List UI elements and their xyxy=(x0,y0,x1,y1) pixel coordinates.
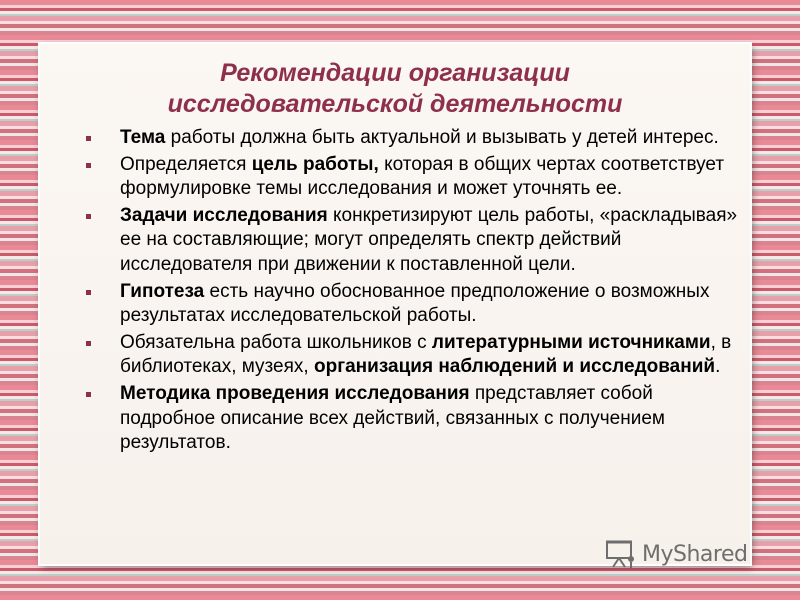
bullet-text: представляет собой подробное описание всех действий, связанных с получением результатов. xyxy=(120,382,665,454)
bullet-marker xyxy=(86,163,91,168)
bullet-bold: Методика проведения исследования xyxy=(120,382,470,404)
bullet-bold: Задачи исследования xyxy=(120,204,328,226)
bullet-item-hypothesis xyxy=(86,280,750,329)
bullet-item-tasks xyxy=(86,204,750,278)
bullet-text: Обязательна работа школьников с xyxy=(120,331,432,353)
bullet-bold: Гипотеза xyxy=(120,280,205,302)
bullet-marker xyxy=(86,341,91,346)
bullet-list xyxy=(86,126,750,458)
bullet-bold: литературными источниками xyxy=(431,331,711,353)
bullet-text: есть научно обоснованное предположение о возможных результатах исследовательской работы. xyxy=(120,280,710,327)
bullet-marker xyxy=(86,392,91,397)
slide-title-line-1: Рекомендации организации xyxy=(220,59,570,87)
bullet-text: конкретизируют цель работы, «раскладывая» ее на составляющие; могут определять спектр действий исследователя при движении к поставленной цели. xyxy=(120,204,738,275)
presentation-icon xyxy=(604,539,638,569)
bullet-item-topic xyxy=(86,126,750,151)
slide-panel xyxy=(40,44,750,564)
bullet-bold: организация наблюдений и исследований xyxy=(313,356,716,378)
bullet-text: которая в общих чертах соответствует формулировке темы исследования и может уточнять ее. xyxy=(120,153,725,200)
bullet-bold: Тема xyxy=(120,127,166,148)
watermark-text: MyShared xyxy=(642,541,748,567)
bullet-text: . xyxy=(715,356,721,378)
bullet-marker xyxy=(86,136,91,141)
slide-title xyxy=(40,58,750,120)
bullet-bold: цель работы, xyxy=(251,153,379,175)
bullet-text: Определяется xyxy=(120,153,252,175)
bullet-item-goal xyxy=(86,153,750,202)
slide-title-line-2: исследовательской деятельности xyxy=(167,90,623,118)
bullet-marker xyxy=(86,290,91,295)
bullet-item-methodology xyxy=(86,382,750,456)
bullet-text: работы должна быть актуальной и вызывать у детей интерес. xyxy=(165,127,719,148)
watermark[interactable] xyxy=(604,536,764,572)
bullet-marker xyxy=(86,214,91,219)
bullet-text: , в библиотеках, музеях, xyxy=(120,331,732,378)
bullet-item-sources xyxy=(86,331,750,380)
